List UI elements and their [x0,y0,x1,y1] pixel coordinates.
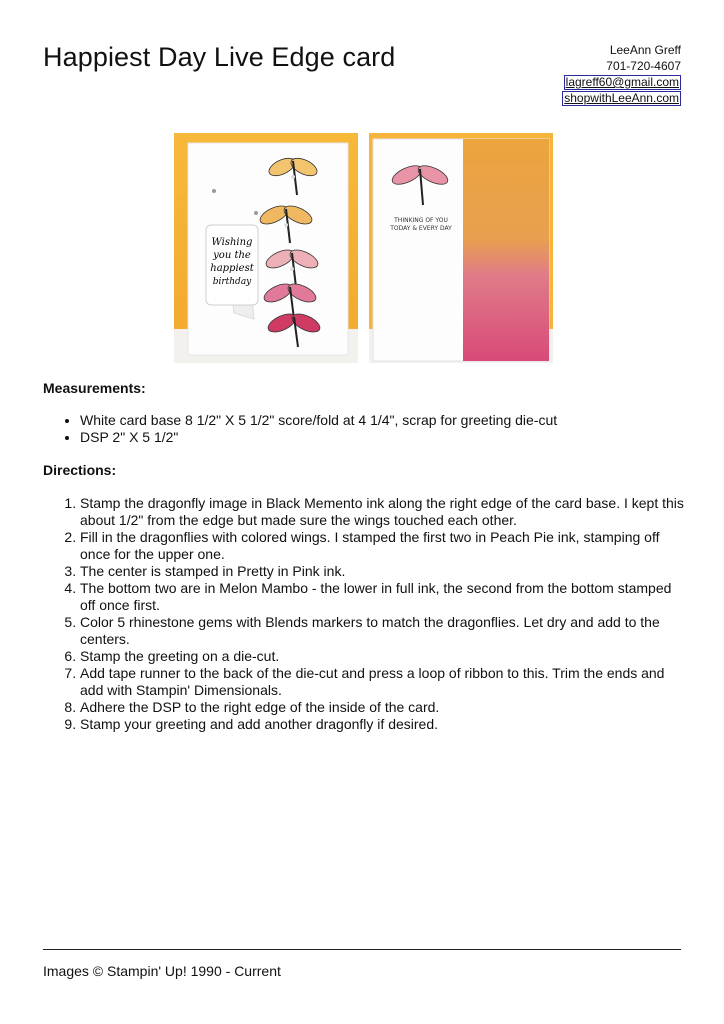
page-title: Happiest Day Live Edge card [43,42,396,72]
list-item: 8. Adhere the DSP to the right edge of the inside of the card. [80,699,685,716]
contact-phone: 701-720-4607 [606,59,681,73]
list-item: • DSP 2" X 5 1/2" [80,429,680,446]
list-item: 9. Stamp your greeting and add another dragonfly if desired. [80,716,685,733]
footer-copyright: Images © Stampin' Up! 1990 - Current [43,963,281,979]
measurements-list [62,412,680,446]
contact-site-link[interactable]: shopwithLeeAnn.com [564,91,679,105]
card-inside-photo [369,133,553,363]
card-front-photo [174,133,358,363]
footer-divider [43,949,681,950]
list-item: 4. The bottom two are in Melon Mambo - the lower in full ink, the second from the bottom stamped off once first. [80,580,685,614]
front-greeting-line-3: happiest [210,263,254,274]
inside-greeting-line-1: THINKING OF YOU [394,217,448,224]
contact-email-link[interactable]: lagreff60@gmail.com [565,75,679,89]
list-item: 3. The center is stamped in Pretty in Pink ink. [80,563,685,580]
front-greeting-line-4: birthday [212,277,252,287]
list-item: 1. Stamp the dragonfly image in Black Memento ink along the right edge of the card base. I kept this about 1/2" from the edge but made sure the wings touched each other. [80,495,685,529]
list-item: 2. Fill in the dragonflies with colored wings. I stamped the first two in Peach Pie ink, stamping off once for the upper one. [80,529,685,563]
list-item: 6. Stamp the greeting on a die-cut. [80,648,685,665]
list-item: • White card base 8 1/2" X 5 1/2" score/fold at 4 1/4", scrap for greeting die-cut [80,412,680,429]
directions-list [62,495,685,733]
contact-name: LeeAnn Greff [609,43,681,57]
directions-heading: Directions: [43,462,117,478]
contact-block [481,42,681,106]
inside-greeting-line-2: TODAY & EVERY DAY [390,225,452,232]
list-item: 7. Add tape runner to the back of the die-cut and press a loop of ribbon to this. Trim the ends and add with Stampin' Dimensionals. [80,665,685,699]
front-greeting-line-2: you the [213,250,251,261]
measurements-heading: Measurements: [43,380,146,396]
front-greeting-line-1: Wishing [211,237,253,248]
list-item: 5. Color 5 rhinestone gems with Blends markers to match the dragonflies. Let dry and add to the centers. [80,614,685,648]
